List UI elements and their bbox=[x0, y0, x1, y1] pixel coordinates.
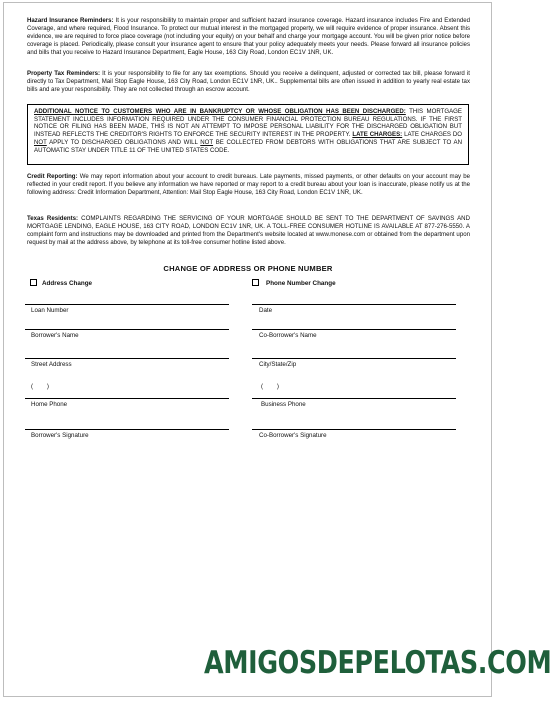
date-line[interactable] bbox=[252, 304, 456, 305]
watermark-logo: AMIGOSDEPELOTAS.COM bbox=[204, 645, 551, 681]
coborrower-signature-line[interactable] bbox=[252, 429, 456, 430]
bankruptcy-notice-text: THIS MORTGAGE STATEMENT INCLUDES INFORMATION REQUIRED UNDER THE CONSUMER FINANCIAL PROTECTION BUREAU REGULATIONS. IF THE FIRST NOTICE OR FILING HAS BEEN MADE, THIS IS NOT AN ATTEMPT TO IMPOSE PERSONAL LIABILITY FOR THE DISCHARGED OBLIGATION BUT INSTEAD REFLECTS THE CREDITOR'S RIGHTS TO ENFORCE THE SECURITY INTEREST IN THE PROPERTY. bbox=[34, 108, 462, 139]
business-phone-line[interactable] bbox=[252, 398, 456, 399]
coborrower-name-label: Co-Borrower's Name bbox=[259, 332, 317, 339]
date-label: Date bbox=[259, 307, 273, 314]
coborrower-signature-label: Co-Borrower's Signature bbox=[259, 432, 327, 439]
street-address-line[interactable] bbox=[25, 358, 229, 359]
borrower-signature-line[interactable] bbox=[25, 429, 229, 430]
loan-number-line[interactable] bbox=[25, 304, 229, 305]
address-change-label: Address Change bbox=[42, 280, 93, 287]
credit-reporting-paragraph bbox=[27, 173, 470, 197]
late-charges-label: LATE CHARGES: bbox=[352, 131, 403, 139]
hazard-insurance-label: Hazard Insurance Reminders: bbox=[27, 17, 114, 24]
city-state-zip-line[interactable] bbox=[252, 358, 456, 359]
coborrower-name-line[interactable] bbox=[252, 329, 456, 330]
property-tax-text: It is your responsibility to file for any tax exemptions. Should you receive a delinquent, adjusted or corrected tax bill, please forward it directly to Tax Department, Mail Stop Eagle House, 163 City Road, London EC1V 1NR, UK.. Supplemental bills are often issued in addition to yearly real estate tax bills and are your responsibility. They are not collected through an escrow account. bbox=[27, 70, 470, 94]
late-charges-text-2: APPLY TO DISCHARGED OBLIGATIONS AND WILL bbox=[46, 138, 201, 146]
borrower-signature-label: Borrower's Signature bbox=[31, 432, 89, 439]
business-area-code: ( ) bbox=[261, 383, 279, 390]
not-emphasis-2: NOT bbox=[200, 138, 214, 146]
texas-residents-label: Texas Residents: bbox=[27, 215, 79, 222]
credit-reporting-label: Credit Reporting: bbox=[27, 173, 78, 180]
bankruptcy-notice-box bbox=[27, 104, 469, 165]
texas-residents-paragraph bbox=[27, 215, 470, 247]
business-phone-label: Business Phone bbox=[261, 401, 306, 408]
phone-change-label: Phone Number Change bbox=[266, 280, 336, 287]
late-charges-text-1: LATE CHARGES DO bbox=[402, 131, 462, 139]
late-charges-text-3: BE COLLECTED FROM DEBTORS WITH OBLIGATIONS THAT ARE SUBJECT TO AN AUTOMATIC STAY UNDER TITLE 11 OF THE UNITED STATES CODE. bbox=[34, 138, 462, 154]
home-phone-label: Home Phone bbox=[31, 401, 68, 408]
form-title: CHANGE OF ADDRESS OR PHONE NUMBER bbox=[163, 264, 333, 273]
address-change-checkbox[interactable] bbox=[30, 279, 37, 286]
texas-residents-text: COMPLAINTS REGARDING THE SERVICING OF YOUR MORTGAGE SHOULD BE SENT TO THE DEPARTMENT OF SAVINGS AND MORTGAGE LENDING, EAGLE HOUSE, 163 CITY ROAD, LONDON EC1V 1NR, UK. A TOLL-FREE CONSUMER HOTLINE IS AVAILABLE AT 877-276-5550. A complaint form and instructions may be downloaded and printed from the Department's website located at www.monese.com or obtained from the department upon request by mail at the address above, by telephone at its toll-free consumer hotline listed above. bbox=[27, 215, 470, 247]
city-state-zip-label: City/State/Zip bbox=[259, 361, 297, 368]
borrower-name-line[interactable] bbox=[25, 329, 229, 330]
not-emphasis-1: NOT bbox=[34, 138, 47, 146]
street-address-label: Street Address bbox=[31, 361, 72, 368]
property-tax-label: Property Tax Reminders: bbox=[27, 70, 100, 77]
home-area-code: ( ) bbox=[31, 383, 49, 390]
hazard-insurance-text: It is your responsibility to maintain proper and sufficient hazard insurance coverage. Hazard insurance includes Fire and Extended Coverage, and where required, Flood Insurance. To protect our mutual interest in the mortgaged property, we will require evidence of proper insurance. Absent this evidence, we are required to force place coverage (not including your equity) on your behalf and charge your mortgage account. You will be given prior notice before coverage is placed. Periodically, please consult your insurance agent to ensure that your policy adequately meets your needs. Please forward all insurance policies and bills that you receive to Hazard Insurance Department, Eagle House, 163 City Road, London EC1V 1NR, UK. bbox=[27, 17, 470, 57]
property-tax-paragraph bbox=[27, 70, 470, 94]
phone-change-checkbox[interactable] bbox=[252, 279, 259, 286]
home-phone-line[interactable] bbox=[25, 398, 229, 399]
hazard-insurance-paragraph bbox=[27, 17, 470, 57]
loan-number-label: Loan Number bbox=[31, 307, 69, 314]
bankruptcy-notice-label: ADDITIONAL NOTICE TO CUSTOMERS WHO ARE IN BANKRUPTCY OR WHOSE OBLIGATION HAS BEEN DISCHARGED: bbox=[34, 108, 406, 115]
borrower-name-label: Borrower's Name bbox=[31, 332, 79, 339]
credit-reporting-text: We may report information about your account to credit bureaus. Late payments, missed payments, or other defaults on your account may be reflected in your credit report. If you believe any information we have reported or may report to a credit bureau about your loan is inaccurate, please notify us at the following address: Credit Information Department, Attention: Mail Stop Eagle House, 163 City Road, London EC1V 1NR, UK. bbox=[27, 173, 470, 197]
